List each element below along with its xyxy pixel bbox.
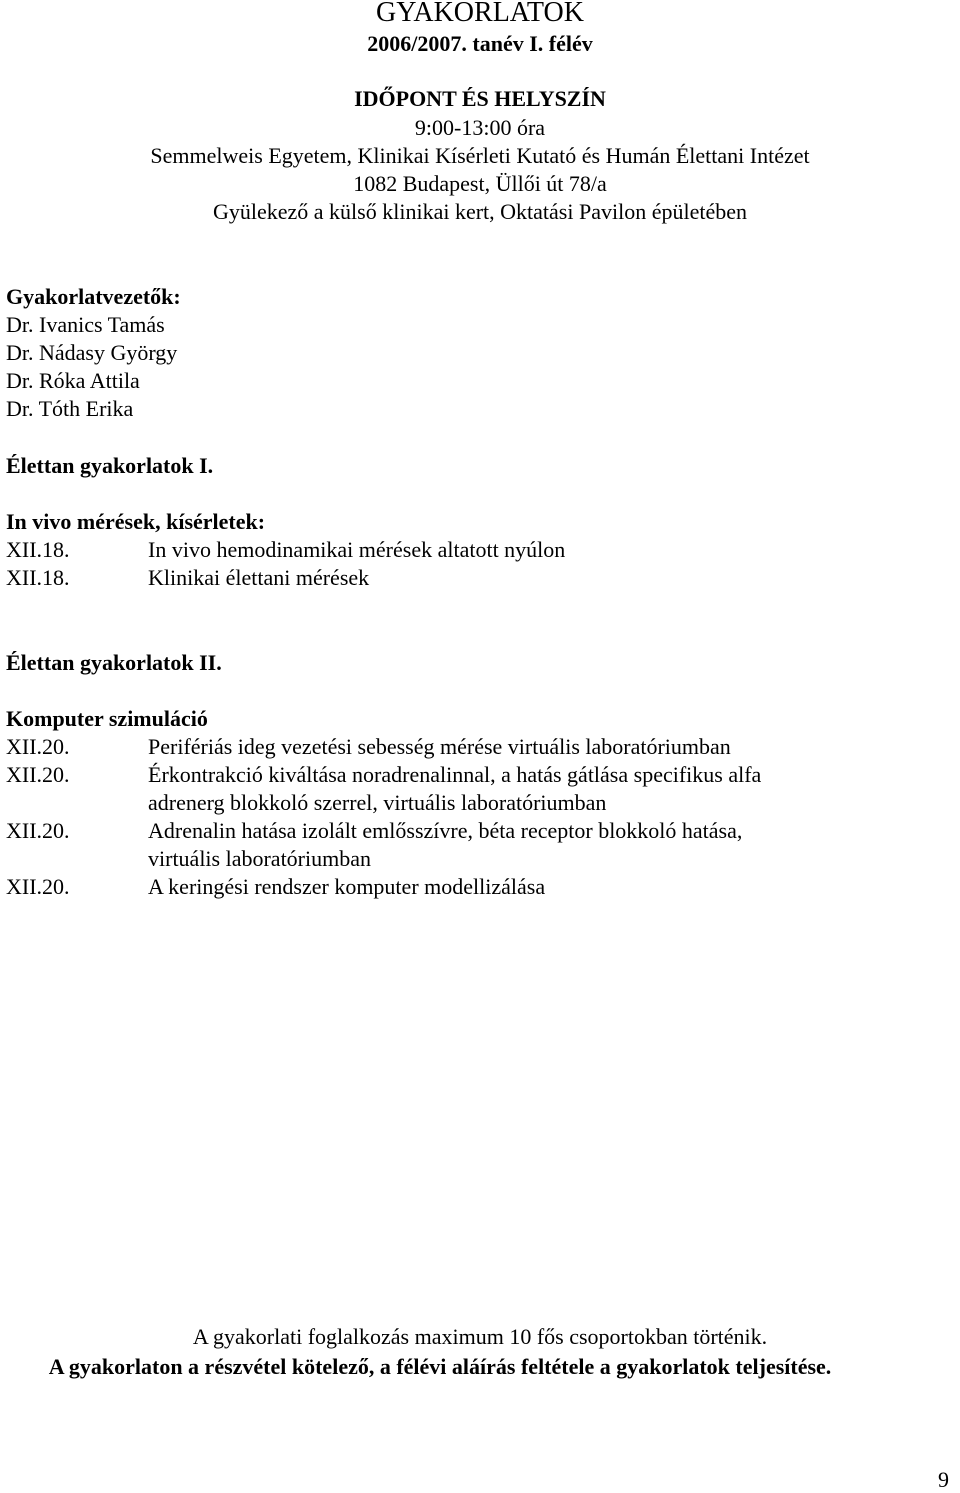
schedule-date: XII.20. [6, 818, 70, 843]
venue-location: Gyülekező a külső klinikai kert, Oktatási Pavilon épületében [213, 199, 747, 224]
schedule-topic: In vivo hemodinamikai mérések altatott nyúlon [148, 537, 566, 562]
section-heading-practicals-1: Élettan gyakorlatok I. [6, 453, 214, 478]
instructor-name: Dr. Nádasy György [6, 340, 178, 365]
subsection-heading-in-vivo: In vivo mérések, kísérletek: [6, 509, 266, 534]
instructor-name: Dr. Róka Attila [6, 368, 140, 393]
instructors-heading: Gyakorlatvezetők: [6, 284, 181, 309]
venue-address: 1082 Budapest, Üllői út 78/a [353, 171, 607, 196]
schedule-date: XII.18. [6, 565, 70, 590]
schedule-topic: Perifériás ideg vezetési sebesség mérése virtuális laboratóriumban [148, 734, 731, 759]
instructor-name: Dr. Tóth Erika [6, 396, 134, 421]
venue-heading: IDŐPONT ÉS HELYSZÍN [354, 86, 606, 111]
venue-institution: Semmelweis Egyetem, Klinikai Kísérleti Kutató és Humán Élettani Intézet [150, 143, 810, 168]
schedule-topic: Klinikai élettani mérések [148, 565, 370, 590]
schedule-date: XII.20. [6, 734, 70, 759]
schedule-topic: Adrenalin hatása izolált emlősszívre, béta receptor blokkoló hatása, [148, 818, 743, 843]
semester-line: 2006/2007. tanév I. félév [367, 31, 593, 56]
schedule-date: XII.20. [6, 874, 70, 899]
page-number: 9 [938, 1467, 949, 1492]
venue-time: 9:00-13:00 óra [414, 115, 546, 140]
schedule-topic-continuation: virtuális laboratóriumban [148, 846, 371, 871]
schedule-date: XII.18. [6, 537, 70, 562]
attendance-requirement: A gyakorlaton a részvétel kötelező, a félévi aláírás feltétele a gyakorlatok teljesítése. [48, 1354, 832, 1379]
section-heading-practicals-2: Élettan gyakorlatok II. [6, 650, 222, 675]
group-size-note: A gyakorlati foglalkozás maximum 10 fős csoportokban történik. [192, 1324, 768, 1349]
schedule-date: XII.20. [6, 762, 70, 787]
document-title: GYAKORLATOK [376, 0, 584, 28]
schedule-topic: Érkontrakció kiváltása noradrenalinnal, a hatás gátlása specifikus alfa [148, 762, 762, 787]
instructor-name: Dr. Ivanics Tamás [6, 312, 165, 337]
schedule-topic: A keringési rendszer komputer modellizálása [148, 874, 546, 899]
schedule-topic-continuation: adrenerg blokkoló szerrel, virtuális laboratóriumban [148, 790, 607, 815]
subsection-heading-simulation: Komputer szimuláció [6, 706, 208, 731]
